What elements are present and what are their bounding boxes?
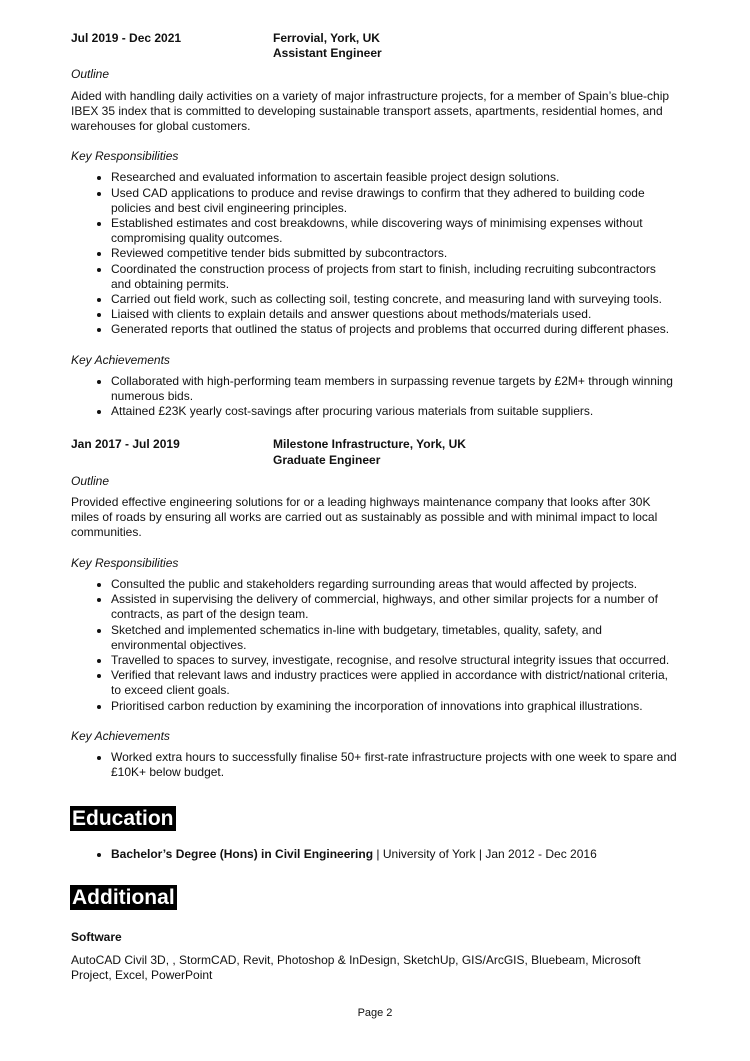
job-entry <box>71 437 677 780</box>
list-item: • Collaborated with high-performing team members in surpassing revenue targets by £2M+ through winning numerous bids. <box>111 374 677 404</box>
list-item: • Reviewed competitive tender bids submitted by subcontractors. <box>111 246 677 261</box>
list-item: • Worked extra hours to successfully finalise 50+ first-rate infrastructure projects with one week to spare and £10K+ below budget. <box>111 750 677 780</box>
responsibilities-list <box>71 170 677 337</box>
list-item: • Prioritised carbon reduction by examining the incorporation of innovations into graphical illustrations. <box>111 699 677 714</box>
job-title: Graduate Engineer <box>273 452 381 467</box>
outline-text: Provided effective engineering solutions for or a leading highways maintenance company that looks after 30K miles of roads by ensuring all works are carried out as sustainably as possible and with minimal impact to local communities. <box>71 495 658 540</box>
education-section <box>71 798 677 862</box>
page-number: Page 2 <box>357 1007 393 1019</box>
job-header <box>71 31 677 61</box>
list-item: • Researched and evaluated information to ascertain feasible project design solutions. <box>111 170 677 185</box>
job-entry <box>71 31 677 419</box>
list-item: • Assisted in supervising the delivery of commercial, highways, and other similar projects for a number of contracts, as part of the design team. <box>111 592 677 622</box>
outline-label: Outline <box>71 473 110 488</box>
list-item: • Liaised with clients to explain details and answer questions about methods/materials used. <box>111 307 677 322</box>
degree-name: Bachelor’s Degree (Hons) in Civil Engineering <box>111 847 374 862</box>
job-header <box>71 437 677 467</box>
section-heading-education: Education <box>72 807 174 831</box>
achievements-label: Key Achievements <box>71 352 170 367</box>
responsibilities-label: Key Responsibilities <box>71 149 179 164</box>
education-list <box>71 847 677 862</box>
section-heading-additional: Additional <box>72 885 175 909</box>
responsibilities-list <box>71 577 677 714</box>
responsibilities-label: Key Responsibilities <box>71 555 179 570</box>
job-company: Milestone Infrastructure, York, UK <box>273 437 466 452</box>
outline-label: Outline <box>71 67 110 82</box>
additional-section <box>71 877 677 984</box>
software-label: Software <box>71 929 122 944</box>
list-item: • Carried out field work, such as collecting soil, testing concrete, and measuring land with surveying tools. <box>111 292 677 307</box>
job-dates: Jan 2017 - Jul 2019 <box>71 437 180 452</box>
job-company: Ferrovial, York, UK <box>273 31 380 45</box>
list-item: • Consulted the public and stakeholders regarding surrounding areas that would affected by projects. <box>111 577 677 592</box>
list-item: • Coordinated the construction process of projects from start to finish, including recruiting subcontractors and obtaining permits. <box>111 262 677 292</box>
outline-text: Aided with handling daily activities on a variety of major infrastructure projects, for a member of Spain’s blue-chip IBEX 35 index that is committed to developing sustainable transport assets, apartments, residential homes, and warehouses for global customers. <box>71 88 670 134</box>
list-item: • Verified that relevant laws and industry practices were applied in accordance with district/national criteria, to exceed client goals. <box>111 668 677 698</box>
list-item: • Travelled to spaces to survey, investigate, recognise, and resolve structural integrity issues that occurred. <box>111 653 677 668</box>
list-item: • Generated reports that outlined the status of projects and problems that occurred during different phases. <box>111 322 677 337</box>
achievements-list <box>71 374 677 420</box>
job-title: Assistant Engineer <box>273 46 382 61</box>
resume-page <box>71 31 677 998</box>
list-item <box>111 847 677 862</box>
software-list: AutoCAD Civil 3D, , StormCAD, Revit, Photoshop & InDesign, SketchUp, GIS/ArcGIS, Bluebeam, Microsoft Project, Excel, PowerPoint <box>71 952 641 982</box>
job-dates: Jul 2019 - Dec 2021 <box>71 31 182 45</box>
achievements-label: Key Achievements <box>71 728 170 743</box>
list-item: • Used CAD applications to produce and revise drawings to confirm that they adhered to building code policies and best civil engineering principles. <box>111 186 677 216</box>
degree-details: | University of York | Jan 2012 - Dec 2016 <box>373 847 597 862</box>
achievements-list <box>71 750 677 780</box>
list-item: • Established estimates and cost breakdowns, while discovering ways of minimising expenses without compromising quality outcomes. <box>111 216 677 246</box>
list-item: • Sketched and implemented schematics in-line with budgetary, timetables, quality, safety, and environmental objectives. <box>111 623 677 653</box>
list-item: • Attained £23K yearly cost-savings after procuring various materials from suitable suppliers. <box>111 404 677 419</box>
